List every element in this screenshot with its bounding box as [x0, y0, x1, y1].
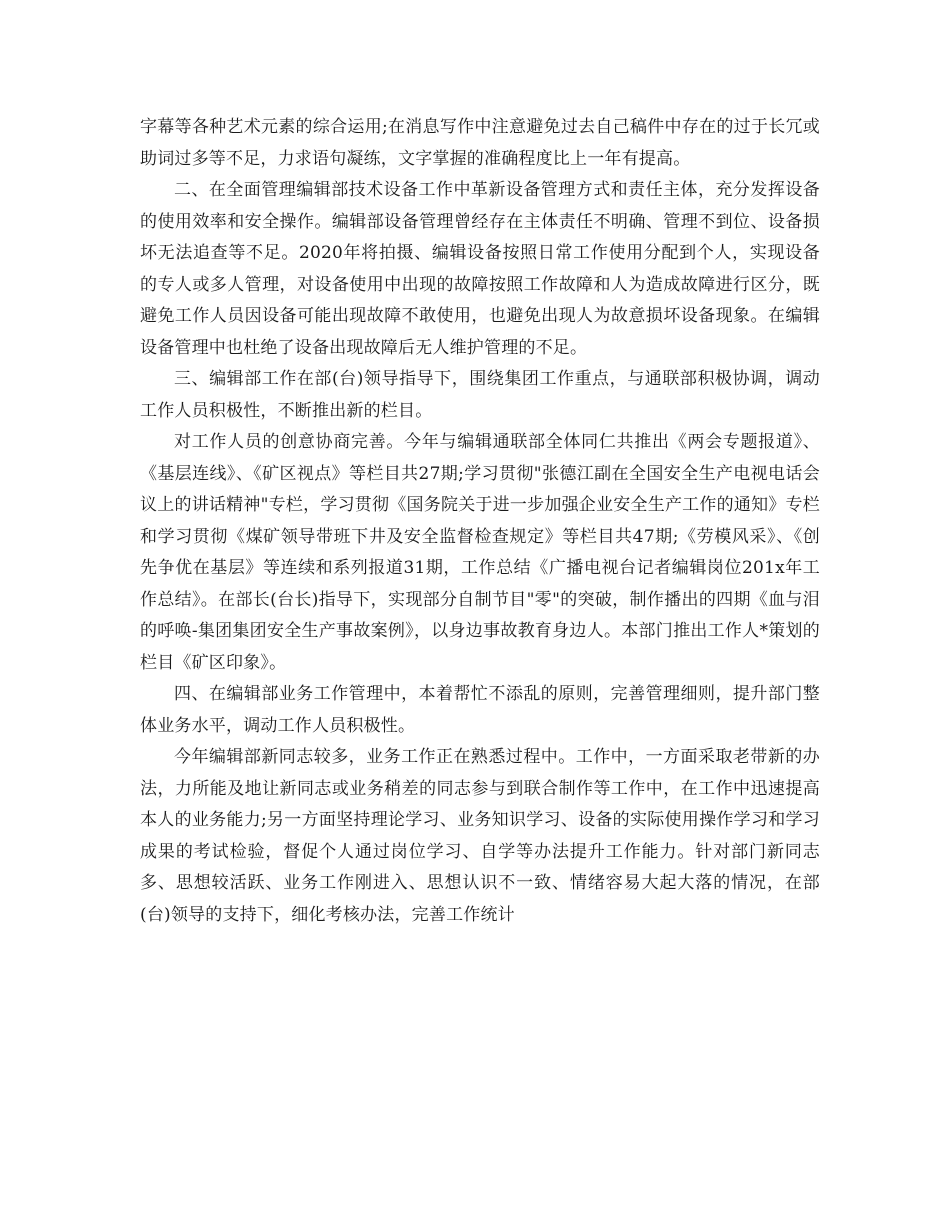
paragraph-section-three: 三、编辑部工作在部(台)领导指导下，围绕集团工作重点，与通联部积极协调，调动工作人员积极性，不断推出新的栏目。	[140, 369, 820, 421]
paragraph-section-two: 二、在全面管理编辑部技术设备工作中革新设备管理方式和责任主体，充分发挥设备的使用效率和安全操作。编辑部设备管理曾经存在主体责任不明确、管理不到位、设备损坏无法追查等不足。2020年将拍摄、编辑设备按照日常工作使用分配到个人，实现设备的专人或多人管理，对设备使用中出现的故障按照工作故障和人为造成故障进行区分，既避免工作人员因设备可能出现故障不敢使用，也避免出现人为故意损坏设备现象。在编辑设备管理中也杜绝了设备出现故障后无人维护管理的不足。	[140, 180, 820, 358]
paragraph-creative-work: 对工作人员的创意协商完善。今年与编辑通联部全体同仁共推出《两会专题报道》、《基层连线》、《矿区视点》等栏目共27期;学习贯彻"张德江副在全国安全生产电视电话会议上的讲话精神"专栏，学习贯彻《国务院关于进一步加强企业安全生产工作的通知》专栏和学习贯彻《煤矿领导带班下井及安全监督检查规定》等栏目共47期;《劳模风采》、《创先争优在基层》等连续和系列报道31期，工作总结《广播电视台记者编辑岗位201x年工作总结》。在部长(台长)指导下，实现部分自制节目"零"的突破，制作播出的四期《血与泪的呼唤-集团集团安全生产事故案例》，以身边事故教育身边人。本部门推出工作人*策划的栏目《矿区印象》。	[140, 432, 820, 673]
document-body	[140, 112, 820, 931]
paragraph-continuation: 字幕等各种艺术元素的综合运用;在消息写作中注意避免过去自己稿件中存在的过于长冗或助词过多等不足，力求语句凝练，文字掌握的准确程度比上一年有提高。	[140, 117, 820, 169]
paragraph-section-four: 四、在编辑部业务工作管理中，本着帮忙不添乱的原则，完善管理细则，提升部门整体业务水平，调动工作人员积极性。	[140, 684, 820, 736]
paragraph-new-staff: 今年编辑部新同志较多，业务工作正在熟悉过程中。工作中，一方面采取老带新的办法，力所能及地让新同志或业务稍差的同志参与到联合制作等工作中，在工作中迅速提高本人的业务能力;另一方面坚持理论学习、业务知识学习、设备的实际使用操作学习和学习成果的考试检验，督促个人通过岗位学习、自学等办法提升工作能力。针对部门新同志多、思想较活跃、业务工作刚进入、思想认识不一致、情绪容易大起大落的情况，在部(台)领导的支持下，细化考核办法，完善工作统计	[140, 747, 820, 925]
